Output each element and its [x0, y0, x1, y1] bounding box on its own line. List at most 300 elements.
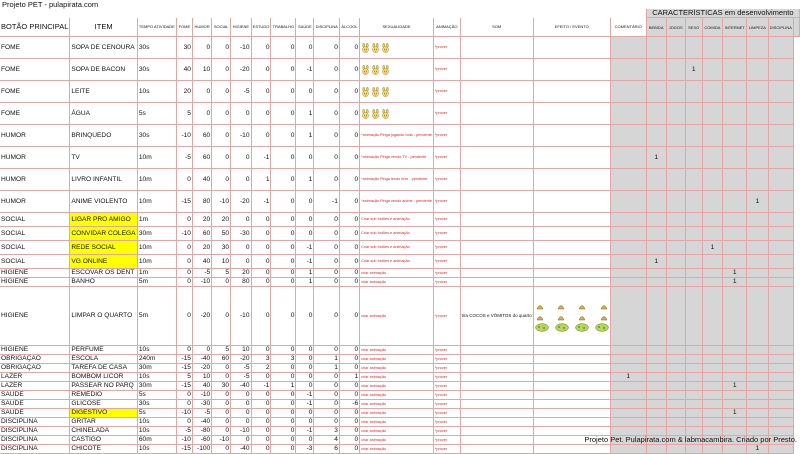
cell-botao[interactable]: SOCIAL — [0, 227, 70, 241]
cell-value[interactable]: 80 — [192, 191, 211, 213]
cell-value[interactable]: -1 — [296, 391, 314, 400]
cell-efeito[interactable] — [460, 241, 533, 255]
cell-value[interactable]: 0 — [251, 346, 271, 355]
cell-tempo[interactable]: 10m — [137, 147, 176, 169]
cell-caracteristica[interactable] — [666, 269, 685, 278]
cell-value[interactable]: 0 — [314, 287, 339, 346]
cell-value[interactable]: 6 — [314, 445, 339, 454]
cell-caracteristica[interactable] — [702, 147, 723, 169]
cell-value[interactable]: -80 — [192, 427, 211, 436]
cell-value[interactable]: -20 — [231, 59, 251, 81]
cell-botao[interactable]: SOCIAL — [0, 241, 70, 255]
cell-comentario[interactable] — [533, 227, 610, 241]
cell-efeito[interactable] — [460, 125, 533, 147]
cell-value[interactable]: 0 — [296, 364, 314, 373]
cell-value[interactable]: 40 — [192, 255, 211, 269]
cell-comentario[interactable] — [533, 37, 610, 59]
cell-value[interactable]: 0 — [212, 364, 231, 373]
cell-som[interactable]: *prover — [433, 81, 460, 103]
cell-caracteristica[interactable] — [646, 59, 666, 81]
cell-animacao[interactable]: criar animação — [360, 427, 434, 436]
cell-tempo[interactable]: 5s — [137, 103, 176, 125]
cell-caracteristica[interactable]: 1 — [646, 255, 666, 269]
cell-caracteristica[interactable] — [747, 346, 768, 355]
cell-som[interactable]: *prover — [433, 255, 460, 269]
cell-caracteristica[interactable] — [702, 213, 723, 227]
cell-value[interactable]: -1 — [314, 191, 339, 213]
cell-value[interactable]: 30 — [176, 37, 192, 59]
cell-value[interactable]: 0 — [296, 147, 314, 169]
cell-caracteristica[interactable] — [646, 227, 666, 241]
cell-efeito[interactable] — [460, 147, 533, 169]
cell-caracteristica[interactable] — [610, 364, 646, 373]
cell-caracteristica[interactable] — [685, 147, 702, 169]
cell-caracteristica[interactable] — [747, 255, 768, 269]
cell-tempo[interactable]: 10m — [137, 191, 176, 213]
cell-animacao[interactable]: criar animação — [360, 364, 434, 373]
cell-botao[interactable]: HUMOR — [0, 191, 70, 213]
cell-caracteristica[interactable] — [702, 169, 723, 191]
cell-caracteristica[interactable] — [685, 269, 702, 278]
cell-caracteristica[interactable] — [702, 81, 723, 103]
cell-comentario[interactable] — [533, 278, 610, 287]
cell-value[interactable]: 0 — [271, 103, 296, 125]
cell-tempo[interactable]: 240m — [137, 355, 176, 364]
cell-tempo[interactable]: 1m — [137, 269, 176, 278]
cell-value[interactable]: -5 — [231, 373, 251, 382]
cell-caracteristica[interactable] — [666, 227, 685, 241]
cell-animacao[interactable]: criar animação — [360, 391, 434, 400]
cell-value[interactable]: 0 — [339, 191, 359, 213]
cell-animacao[interactable]: criar animação — [360, 269, 434, 278]
cell-caracteristica[interactable] — [702, 269, 723, 278]
cell-caracteristica[interactable] — [610, 147, 646, 169]
cell-value[interactable]: 10 — [231, 346, 251, 355]
cell-value[interactable]: 20 — [192, 213, 211, 227]
cell-botao[interactable]: LAZER — [0, 382, 70, 391]
cell-value[interactable]: -5 — [176, 147, 192, 169]
cell-value[interactable]: 0 — [251, 409, 271, 418]
cell-value[interactable]: 0 — [192, 346, 211, 355]
cell-caracteristica[interactable] — [666, 287, 685, 346]
cell-caracteristica[interactable] — [702, 364, 723, 373]
cell-value[interactable]: 0 — [231, 400, 251, 409]
cell-efeito[interactable] — [460, 59, 533, 81]
cell-caracteristica[interactable] — [747, 213, 768, 227]
cell-caracteristica[interactable] — [610, 125, 646, 147]
cell-caracteristica[interactable] — [747, 391, 768, 400]
cell-value[interactable]: -20 — [231, 355, 251, 364]
cell-comentario[interactable] — [533, 269, 610, 278]
cell-value[interactable]: 0 — [212, 278, 231, 287]
cell-value[interactable]: 30 — [212, 241, 231, 255]
cell-value[interactable]: 3 — [314, 427, 339, 436]
cell-caracteristica[interactable] — [685, 241, 702, 255]
cell-caracteristica[interactable] — [610, 346, 646, 355]
cell-som[interactable]: *prover — [433, 169, 460, 191]
cell-caracteristica[interactable] — [702, 37, 723, 59]
cell-caracteristica[interactable] — [747, 241, 768, 255]
cell-tempo[interactable]: 10s — [137, 418, 176, 427]
cell-caracteristica[interactable] — [685, 364, 702, 373]
cell-caracteristica[interactable] — [685, 418, 702, 427]
cell-value[interactable]: 0 — [314, 391, 339, 400]
cell-som[interactable]: *prover — [433, 364, 460, 373]
cell-value[interactable]: 0 — [271, 227, 296, 241]
cell-item[interactable]: REMÉDIO — [70, 391, 137, 400]
cell-efeito[interactable] — [460, 418, 533, 427]
cell-item[interactable]: VG ONLINE — [70, 255, 137, 269]
cell-som[interactable]: *prover — [433, 227, 460, 241]
cell-value[interactable]: 0 — [314, 409, 339, 418]
cell-som[interactable]: *prover — [433, 213, 460, 227]
cell-value[interactable]: 0 — [271, 125, 296, 147]
cell-value[interactable]: 0 — [212, 287, 231, 346]
cell-caracteristica[interactable] — [610, 278, 646, 287]
cell-caracteristica[interactable] — [723, 364, 747, 373]
cell-value[interactable]: 0 — [339, 409, 359, 418]
col-tempo[interactable]: TEMPO ATIVIDADE — [137, 18, 176, 37]
cell-caracteristica[interactable] — [723, 213, 747, 227]
cell-tempo[interactable]: 30s — [137, 37, 176, 59]
cell-caracteristica[interactable]: 1 — [723, 409, 747, 418]
cell-value[interactable]: 0 — [271, 445, 296, 454]
cell-botao[interactable]: FOME — [0, 59, 70, 81]
cell-item[interactable]: LIVRO INFANTIL — [70, 169, 137, 191]
cell-value[interactable]: 0 — [176, 400, 192, 409]
cell-value[interactable]: 0 — [314, 125, 339, 147]
cell-value[interactable]: 0 — [339, 37, 359, 59]
cell-item[interactable]: CASTIGO — [70, 436, 137, 445]
cell-caracteristica[interactable] — [610, 59, 646, 81]
cell-efeito[interactable] — [460, 364, 533, 373]
cell-caracteristica[interactable] — [666, 125, 685, 147]
cell-comentario[interactable] — [533, 382, 610, 391]
cell-caracteristica[interactable]: 1 — [747, 191, 768, 213]
cell-caracteristica[interactable] — [685, 191, 702, 213]
cell-comentario[interactable] — [533, 213, 610, 227]
cell-value[interactable]: -1 — [296, 427, 314, 436]
cell-value[interactable]: -40 — [231, 445, 251, 454]
cell-value[interactable]: 0 — [176, 269, 192, 278]
cell-tempo[interactable]: 30m — [137, 382, 176, 391]
cell-tempo[interactable]: 10s — [137, 427, 176, 436]
cell-caracteristica[interactable] — [685, 391, 702, 400]
cell-som[interactable]: *prover — [433, 373, 460, 382]
cell-value[interactable]: 0 — [251, 227, 271, 241]
cell-animacao[interactable]: criar animação — [360, 382, 434, 391]
col-saude[interactable]: SAÚDE — [296, 18, 314, 37]
col-comida[interactable]: COMIDA — [702, 18, 723, 37]
cell-animacao[interactable]: criar animação — [360, 436, 434, 445]
cell-caracteristica[interactable] — [747, 382, 768, 391]
cell-value[interactable]: 0 — [314, 59, 339, 81]
cell-value[interactable]: -1 — [296, 59, 314, 81]
cell-value[interactable]: -5 — [231, 364, 251, 373]
cell-som[interactable]: *prover — [433, 269, 460, 278]
cell-value[interactable]: 0 — [339, 125, 359, 147]
cell-caracteristica[interactable] — [666, 382, 685, 391]
cell-caracteristica[interactable] — [610, 227, 646, 241]
cell-caracteristica[interactable] — [723, 287, 747, 346]
cell-value[interactable]: 1 — [296, 103, 314, 125]
cell-botao[interactable]: HUMOR — [0, 147, 70, 169]
cell-caracteristica[interactable] — [666, 355, 685, 364]
cell-value[interactable]: -1 — [296, 255, 314, 269]
cell-value[interactable]: 10 — [192, 59, 211, 81]
cell-caracteristica[interactable] — [646, 409, 666, 418]
cell-caracteristica[interactable] — [747, 355, 768, 364]
cell-efeito[interactable] — [460, 391, 533, 400]
cell-value[interactable]: 0 — [339, 445, 359, 454]
cell-value[interactable]: 0 — [271, 409, 296, 418]
cell-value[interactable]: 20 — [231, 269, 251, 278]
cell-efeito[interactable] — [460, 445, 533, 454]
cell-value[interactable]: 0 — [339, 213, 359, 227]
cell-efeito[interactable] — [460, 346, 533, 355]
cell-animacao[interactable]: *animação Pinga vendo anime - pendente — [360, 191, 434, 213]
cell-caracteristica[interactable] — [646, 241, 666, 255]
cell-caracteristica[interactable] — [747, 364, 768, 373]
cell-value[interactable]: 0 — [271, 269, 296, 278]
cell-animacao[interactable] — [360, 103, 434, 125]
cell-caracteristica[interactable]: 1 — [723, 278, 747, 287]
cell-caracteristica[interactable] — [702, 346, 723, 355]
cell-value[interactable]: 1 — [296, 125, 314, 147]
col-disciplina[interactable]: DISCIPLINA — [314, 18, 339, 37]
cell-efeito[interactable] — [460, 169, 533, 191]
cell-value[interactable]: 30 — [212, 382, 231, 391]
cell-caracteristica[interactable] — [723, 103, 747, 125]
cell-animacao[interactable]: Criar sub botões e animação — [360, 241, 434, 255]
cell-caracteristica[interactable] — [747, 81, 768, 103]
cell-caracteristica[interactable] — [747, 373, 768, 382]
cell-efeito[interactable] — [460, 103, 533, 125]
cell-value[interactable]: 0 — [231, 169, 251, 191]
cell-value[interactable]: -5 — [192, 409, 211, 418]
cell-efeito[interactable] — [460, 373, 533, 382]
cell-caracteristica[interactable] — [646, 287, 666, 346]
cell-efeito[interactable] — [460, 213, 533, 227]
cell-item[interactable]: CHINELADA — [70, 427, 137, 436]
cell-value[interactable]: 0 — [212, 373, 231, 382]
cell-caracteristica[interactable] — [723, 169, 747, 191]
cell-animacao[interactable]: criar animação — [360, 418, 434, 427]
cell-caracteristica[interactable] — [610, 241, 646, 255]
cell-comentario[interactable] — [533, 125, 610, 147]
cell-value[interactable]: 0 — [212, 427, 231, 436]
cell-caracteristica[interactable] — [610, 81, 646, 103]
cell-value[interactable]: -10 — [231, 427, 251, 436]
cell-value[interactable]: 0 — [271, 427, 296, 436]
cell-value[interactable]: 0 — [212, 103, 231, 125]
cell-caracteristica[interactable] — [666, 418, 685, 427]
cell-caracteristica[interactable] — [702, 227, 723, 241]
cell-value[interactable]: -20 — [192, 364, 211, 373]
cell-value[interactable]: 0 — [251, 391, 271, 400]
cell-caracteristica[interactable] — [723, 241, 747, 255]
cell-tempo[interactable]: 30s — [137, 59, 176, 81]
cell-caracteristica[interactable] — [610, 445, 646, 454]
cell-value[interactable]: 1 — [271, 382, 296, 391]
cell-tempo[interactable]: 10s — [137, 445, 176, 454]
cell-value[interactable]: 0 — [212, 125, 231, 147]
cell-item[interactable]: ANIME VIOLENTO — [70, 191, 137, 213]
cell-value[interactable]: 0 — [251, 59, 271, 81]
cell-animacao[interactable]: Criar sub botões e animação — [360, 213, 434, 227]
cell-caracteristica[interactable] — [646, 346, 666, 355]
cell-item[interactable]: LIMPAR O QUARTO — [70, 287, 137, 346]
cell-value[interactable]: 0 — [314, 278, 339, 287]
cell-value[interactable]: 0 — [251, 287, 271, 346]
cell-value[interactable]: 0 — [231, 147, 251, 169]
cell-value[interactable]: 0 — [176, 278, 192, 287]
cell-caracteristica[interactable] — [685, 278, 702, 287]
cell-value[interactable]: 1 — [314, 364, 339, 373]
cell-caracteristica[interactable] — [666, 364, 685, 373]
col-limpeza[interactable]: LIMPEZA — [747, 18, 768, 37]
cell-botao[interactable]: HIGIENE — [0, 346, 70, 355]
cell-value[interactable]: 0 — [212, 169, 231, 191]
cell-value[interactable]: 0 — [176, 287, 192, 346]
cell-som[interactable]: *prover — [433, 346, 460, 355]
cell-value[interactable]: 0 — [251, 81, 271, 103]
cell-botao[interactable]: FOME — [0, 81, 70, 103]
cell-efeito[interactable] — [460, 37, 533, 59]
cell-tempo[interactable]: 30m — [137, 364, 176, 373]
cell-caracteristica[interactable]: 1 — [747, 445, 768, 454]
cell-caracteristica[interactable] — [702, 391, 723, 400]
col-sexo[interactable]: SEXO — [685, 18, 702, 37]
cell-value[interactable]: -20 — [192, 287, 211, 346]
cell-value[interactable]: 0 — [251, 213, 271, 227]
cell-value[interactable]: 0 — [176, 213, 192, 227]
cell-value[interactable]: 0 — [339, 391, 359, 400]
cell-botao[interactable]: OBRIGAÇÃO — [0, 364, 70, 373]
cell-value[interactable]: 0 — [271, 287, 296, 346]
col-item[interactable]: ITEM — [70, 18, 137, 37]
cell-value[interactable]: 0 — [271, 373, 296, 382]
cell-value[interactable]: 0 — [339, 418, 359, 427]
cell-value[interactable]: 0 — [176, 346, 192, 355]
cell-caracteristica[interactable] — [702, 191, 723, 213]
cell-value[interactable]: -10 — [212, 436, 231, 445]
cell-animacao[interactable]: criar animação — [360, 409, 434, 418]
cell-caracteristica[interactable] — [646, 213, 666, 227]
cell-animacao[interactable] — [360, 37, 434, 59]
cell-caracteristica[interactable] — [666, 255, 685, 269]
cell-value[interactable]: 0 — [271, 436, 296, 445]
cell-caracteristica[interactable] — [702, 355, 723, 364]
cell-value[interactable]: 0 — [314, 213, 339, 227]
cell-value[interactable]: -1 — [251, 382, 271, 391]
cell-value[interactable]: 0 — [314, 169, 339, 191]
cell-value[interactable]: 0 — [251, 400, 271, 409]
cell-value[interactable]: 0 — [314, 382, 339, 391]
cell-caracteristica[interactable] — [702, 382, 723, 391]
cell-caracteristica[interactable] — [666, 241, 685, 255]
cell-value[interactable]: 5 — [176, 103, 192, 125]
cell-value[interactable]: 0 — [251, 241, 271, 255]
cell-value[interactable]: 0 — [231, 391, 251, 400]
cell-caracteristica[interactable] — [702, 255, 723, 269]
cell-animacao[interactable]: *animação Pinga lendo livro - pendente — [360, 169, 434, 191]
cell-item[interactable]: PASSEAR NO PARQ — [70, 382, 137, 391]
cell-value[interactable]: 1 — [296, 269, 314, 278]
cell-caracteristica[interactable] — [666, 400, 685, 409]
cell-value[interactable]: 60 — [192, 125, 211, 147]
cell-caracteristica[interactable] — [666, 409, 685, 418]
cell-comentario[interactable] — [533, 81, 610, 103]
cell-tempo[interactable]: 10s — [137, 81, 176, 103]
cell-value[interactable]: 0 — [296, 409, 314, 418]
cell-caracteristica[interactable] — [610, 169, 646, 191]
cell-value[interactable]: 0 — [271, 278, 296, 287]
cell-value[interactable]: 5 — [176, 373, 192, 382]
cell-som[interactable]: *prover — [433, 125, 460, 147]
cell-comentario[interactable] — [533, 418, 610, 427]
cell-item[interactable]: ESCOVAR OS DENT — [70, 269, 137, 278]
cell-animacao[interactable] — [360, 59, 434, 81]
cell-comentario[interactable] — [533, 391, 610, 400]
cell-value[interactable]: -10 — [176, 409, 192, 418]
cell-caracteristica[interactable] — [610, 409, 646, 418]
cell-value[interactable]: 0 — [339, 427, 359, 436]
cell-value[interactable]: -5 — [192, 269, 211, 278]
cell-caracteristica[interactable] — [723, 81, 747, 103]
col-efeito[interactable]: EFEITO / EVENTO — [533, 18, 610, 37]
col-sexualidade[interactable]: SEXUALIDADE — [360, 18, 434, 37]
cell-value[interactable]: 0 — [231, 241, 251, 255]
cell-value[interactable]: 0 — [251, 445, 271, 454]
cell-item[interactable]: ESCOLA — [70, 355, 137, 364]
cell-caracteristica[interactable] — [666, 191, 685, 213]
cell-value[interactable]: 0 — [251, 103, 271, 125]
cell-value[interactable]: 0 — [339, 169, 359, 191]
cell-efeito[interactable]: tira COCOS e VÔMITOS do quarto — [460, 287, 533, 346]
cell-tempo[interactable]: 10m — [137, 255, 176, 269]
cell-value[interactable]: -100 — [192, 445, 211, 454]
cell-caracteristica[interactable] — [646, 400, 666, 409]
cell-value[interactable]: 0 — [314, 269, 339, 278]
cell-value[interactable]: -10 — [176, 125, 192, 147]
cell-botao[interactable]: SAÚDE — [0, 391, 70, 400]
cell-caracteristica[interactable] — [685, 287, 702, 346]
cell-value[interactable]: -15 — [176, 355, 192, 364]
cell-value[interactable]: 0 — [251, 427, 271, 436]
cell-caracteristica[interactable] — [685, 445, 702, 454]
cell-tempo[interactable]: 5m — [137, 287, 176, 346]
cell-caracteristica[interactable] — [702, 445, 723, 454]
cell-value[interactable]: 0 — [251, 37, 271, 59]
cell-caracteristica[interactable] — [747, 125, 768, 147]
cell-caracteristica[interactable] — [610, 37, 646, 59]
cell-value[interactable]: 50 — [212, 227, 231, 241]
cell-item[interactable]: BRINQUEDO — [70, 125, 137, 147]
cell-value[interactable]: 0 — [339, 355, 359, 364]
cell-caracteristica[interactable] — [646, 382, 666, 391]
cell-value[interactable]: -10 — [231, 37, 251, 59]
cell-value[interactable]: 0 — [212, 445, 231, 454]
cell-caracteristica[interactable] — [646, 364, 666, 373]
cell-value[interactable]: 0 — [192, 103, 211, 125]
cell-tempo[interactable]: 5m — [137, 278, 176, 287]
cell-value[interactable]: -1 — [296, 400, 314, 409]
cell-value[interactable]: 0 — [176, 255, 192, 269]
cell-comentario[interactable] — [533, 59, 610, 81]
cell-caracteristica[interactable] — [702, 125, 723, 147]
cell-caracteristica[interactable]: 1 — [723, 382, 747, 391]
